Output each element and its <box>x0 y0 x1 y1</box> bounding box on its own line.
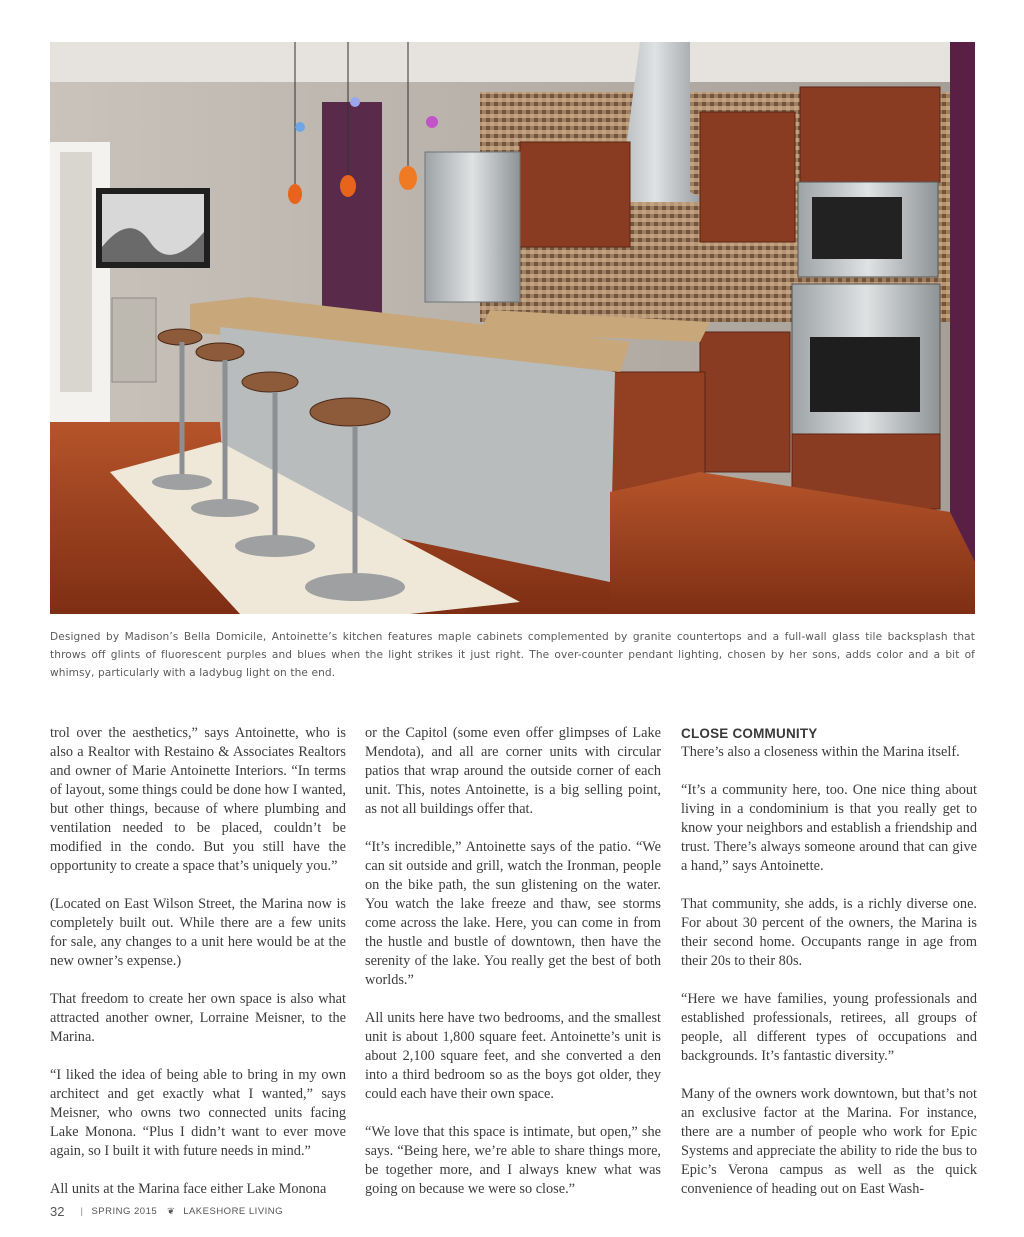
paragraph: All units here have two bedrooms, and the smallest unit is about 1,800 square feet. Antoinette’s unit is about 2,100 square feet, and she converted a den into a third bedroom so as the boys got older, they could each have their own space. <box>365 1010 661 1102</box>
page-folio <box>50 1203 283 1219</box>
paragraph: (Located on East Wilson Street, the Marina now is completely built out. While there are a few units for sale, any changes to a unit here would be at the new owner’s expense.) <box>50 896 346 969</box>
page-number: 32 <box>50 1203 65 1219</box>
paragraph: That community, she adds, is a richly diverse one. For about 30 percent of the owners, the Marina is their second home. Occupants range in age from their 20s to their 80s. <box>681 896 977 969</box>
article-column-3 <box>681 724 977 1204</box>
paragraph: All units at the Marina face either Lake Monona <box>50 1181 327 1197</box>
article-column-1 <box>50 724 346 1204</box>
magazine-name: LAKESHORE LIVING <box>183 1205 284 1217</box>
paragraph: “Here we have families, young professionals and established professionals, retirees, all groups of people, all different types of occupations and backgrounds. It’s fantastic diversity.” <box>681 991 977 1064</box>
paragraph: That freedom to create her own space is also what attracted another owner, Lorraine Meisner, to the Marina. <box>50 991 346 1045</box>
photo-caption: Designed by Madison’s Bella Domicile, Antoinette’s kitchen features maple cabinets complemented by granite countertops and a full-wall glass tile backsplash that throws off glints of fluorescent purples and blues when the light strikes it just right. The over-counter pendant lighting, chosen by her sons, adds color and a bit of whimsy, particularly with a ladybug light on the end. <box>50 631 975 679</box>
paragraph: “I liked the idea of being able to bring in my own architect and get exactly what I wanted,” says Meisner, who owns two connected units facing Lake Monona. “Plus I didn’t want to ever move again, so I built it with future needs in mind.” <box>50 1067 346 1159</box>
paragraph: “It’s incredible,” Antoinette says of the patio. “We can sit outside and grill, watch the Ironman, people on the bike path, the sun glistening on the water. You watch the lake freeze and thaw, see storms come across the lake. Here, you can come in from the hustle and bustle of downtown, then have the serenity of the lake. You really get the best of both worlds.” <box>365 839 661 988</box>
paragraph: There’s also a closeness within the Marina itself. <box>681 744 960 760</box>
folio-separator: | <box>80 1205 84 1217</box>
article-column-2 <box>365 724 661 1204</box>
paragraph: “We love that this space is intimate, but open,” she says. “Being here, we’re able to share things more, be together more, and I always knew what was going on because we were so close.” <box>365 1124 661 1197</box>
kitchen-photo <box>50 42 975 614</box>
section-subhead: CLOSE COMMUNITY <box>681 726 818 741</box>
paragraph: or the Capitol (some even offer glimpses of Lake Mendota), and all are corner units with circular patios that wrap around the outside corner of each unit. This, notes Antoinette, is a big selling point, as not all buildings offer that. <box>365 725 661 817</box>
paw-icon: ❦ <box>167 1205 176 1216</box>
issue-label: SPRING 2015 <box>91 1205 158 1217</box>
paragraph: “It’s a community here, too. One nice thing about living in a condominium is that you really get to know your neighbors and establish a friendship and trust. There’s always someone around that can give a hand,” says Antoinette. <box>681 782 977 874</box>
paragraph: Many of the owners work downtown, but that’s not an exclusive factor at the Marina. For instance, there are a number of people who work for Epic Systems and appreciate the ability to ride the bus to Epic’s Verona campus as well as the quick convenience of heading out on East Wash- <box>681 1086 977 1197</box>
paragraph: trol over the aesthetics,” says Antoinette, who is also a Realtor with Restaino & Associates Realtors and owner of Marie Antoinette Interiors. “In terms of layout, some things could be done how I wanted, but other things, because of where plumbing and ventilation needed to be placed, couldn’t be modified in the condo. But you still have the opportunity to create a space that’s uniquely you.” <box>50 725 346 874</box>
